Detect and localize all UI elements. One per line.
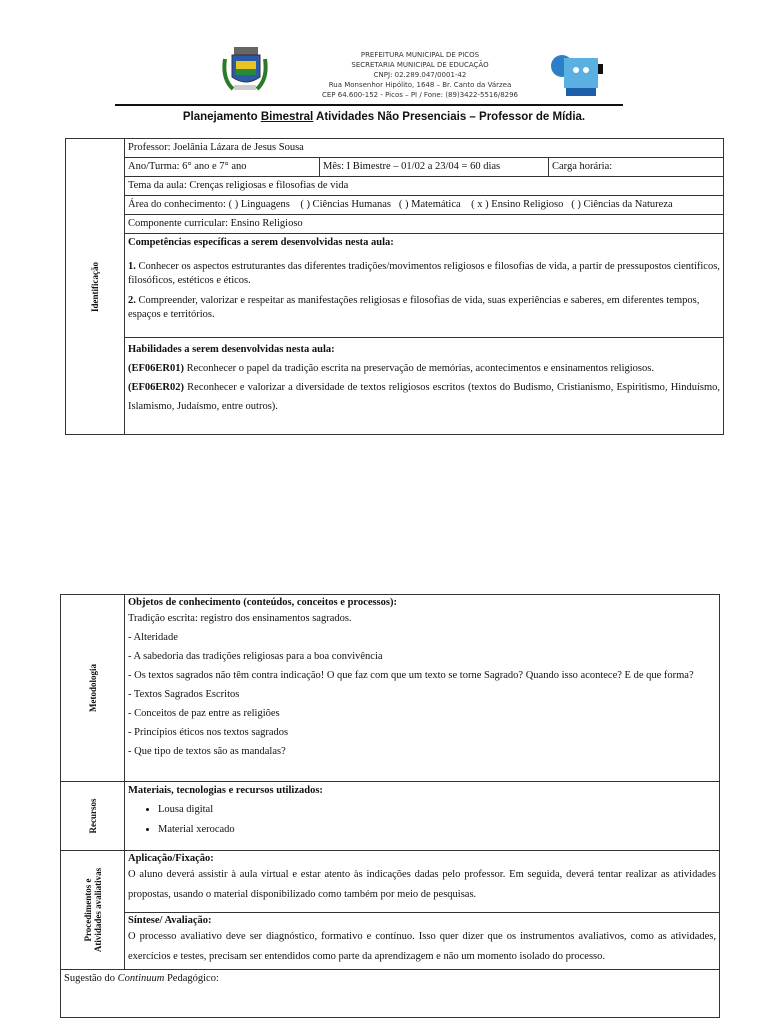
sugestao-cell: Sugestão do Continuum Pedagógico: — [61, 970, 720, 1018]
recurso-item: • Material xerocado — [158, 820, 716, 840]
side-label: Metodologia — [87, 664, 98, 712]
professor-field: Professor: Joelânia Lázara de Jesus Sousa — [125, 139, 724, 158]
area-field: Área do conhecimento: ( ) Linguagens ( ) Ciências Humanas ( ) Matemática ( x ) Ensino Religioso ( ) Ciências da Natureza — [125, 196, 724, 215]
habilidades-title: Habilidades a serem desenvolvidas nesta aula: — [128, 344, 335, 355]
objeto-item: - Alteridade — [128, 632, 178, 643]
objeto-item: - Os textos sagrados não têm contra indicação! O que faz com que um texto se torne Sagrado? Quando isso acontece? E de que forma? — [128, 670, 694, 681]
title-text: Atividades Não Presenciais – Professor de Mídia. — [313, 111, 586, 123]
aplicacao-text: O aluno deverá assistir à aula virtual e estar atento às indicações dadas pelo professor. Em seguida, deverá tentar realizar as atividades propostas, usando o material disponibilizado como também por meio de pesquisas. — [128, 869, 716, 900]
header-line: CEP 64.600-152 - Picos – PI / Fone: (89)3422-5516/8296 — [321, 91, 519, 99]
side-label: Identificação — [90, 261, 100, 312]
document-title — [0, 111, 768, 123]
habilidades-cell — [125, 338, 724, 435]
competencia-item: 1. Conhecer os aspectos estruturantes das diferentes tradições/movimentos religiosos e filosofias de vida, a partir de pressupostos científicos, filosóficos, estéticos e éticos. — [128, 261, 720, 286]
aplicacao-title: Aplicação/Fixação: — [128, 853, 214, 864]
header-line: SECRETARIA MUNICIPAL DE EDUCAÇÃO — [351, 61, 489, 69]
side-label-cell — [61, 595, 125, 782]
ano-field: Ano/Turma: 6° ano e 7° ano — [125, 158, 320, 177]
metodologia-title: Objetos de conhecimento (conteúdos, conceitos e processos): — [128, 597, 397, 608]
recurso-item: • Lousa digital — [158, 800, 716, 820]
recursos-title: Materiais, tecnologias e recursos utilizados: — [128, 785, 323, 796]
title-text: Planejamento — [182, 111, 261, 123]
objeto-item: Tradição escrita: registro dos ensinamentos sagrados. — [128, 613, 352, 624]
header-divider — [115, 104, 623, 106]
aplicacao-cell — [125, 851, 720, 913]
habilidade-item: (EF06ER01) Reconhecer o papel da tradição escrita na preservação de memórias, acontecimentos e ensinamentos religiosos. — [128, 363, 654, 374]
competencia-item: 2. Compreender, valorizar e respeitar as manifestações religiosas e filosofias de vida, suas experiências e saberes, em diferentes tempos, espaços e territórios. — [128, 295, 700, 320]
side-label-cell — [66, 139, 125, 435]
tema-field: Tema da aula: Crenças religiosas e filosofias de vida — [125, 177, 724, 196]
side-label-cell — [61, 782, 125, 851]
header-line: CNPJ: 02.289.047/0001-42 — [373, 71, 467, 79]
objeto-item: - Conceitos de paz entre as religiões — [128, 708, 280, 719]
side-label: Procedimentos e Atividades avaliativas — [82, 867, 103, 953]
habilidade-item: (EF06ER02) Reconhecer e valorizar a diversidade de textos religiosos escritos (textos do Budismo, Cristianismo, Espiritismo, Hinduísmo, Islamismo, Judaísmo, entre outros). — [128, 382, 720, 412]
header-line: PREFEITURA MUNICIPAL DE PICOS — [360, 51, 480, 59]
objeto-item: - Textos Sagrados Escritos — [128, 689, 240, 700]
title-underlined: Bimestral — [260, 111, 314, 123]
objeto-item: - A sabedoria das tradições religiosas para a boa convivência — [128, 651, 383, 662]
side-label-cell — [61, 851, 125, 970]
objeto-item: - Princípios éticos nos textos sagrados — [128, 727, 289, 738]
header-line: Rua Monsenhor Hipólito, 1648 – Br. Canto da Várzea — [328, 81, 512, 89]
sintese-text: O processo avaliativo deve ser diagnóstico, formativo e contínuo. Isso quer dizer que os instrumentos avaliativos, como as atividades, exercícios e testes, precisam ser entendidos como parte da aprendizagem e não um momento isolado do processo. — [128, 931, 716, 962]
carga-field: Carga horária: — [549, 158, 724, 177]
identificacao-table — [65, 138, 724, 435]
recursos-cell — [125, 782, 720, 851]
education-logo — [548, 50, 604, 98]
mes-field: Mês: I Bimestre – 01/02 a 23/04 = 60 dias — [320, 158, 549, 177]
letterhead — [310, 50, 530, 100]
competencias-cell — [125, 234, 724, 338]
componente-field: Componente curricular: Ensino Religioso — [125, 215, 724, 234]
side-label: Recursos — [87, 798, 98, 834]
city-crest-logo — [222, 45, 268, 95]
competencias-title: Competências específicas a serem desenvolvidas nesta aula: — [128, 237, 394, 248]
objeto-item: - Que tipo de textos são as mandalas? — [128, 746, 286, 757]
metodologia-cell — [125, 595, 720, 782]
sintese-cell — [125, 913, 720, 970]
sintese-title: Síntese/ Avaliação: — [128, 915, 212, 926]
metodologia-table — [60, 594, 720, 1018]
